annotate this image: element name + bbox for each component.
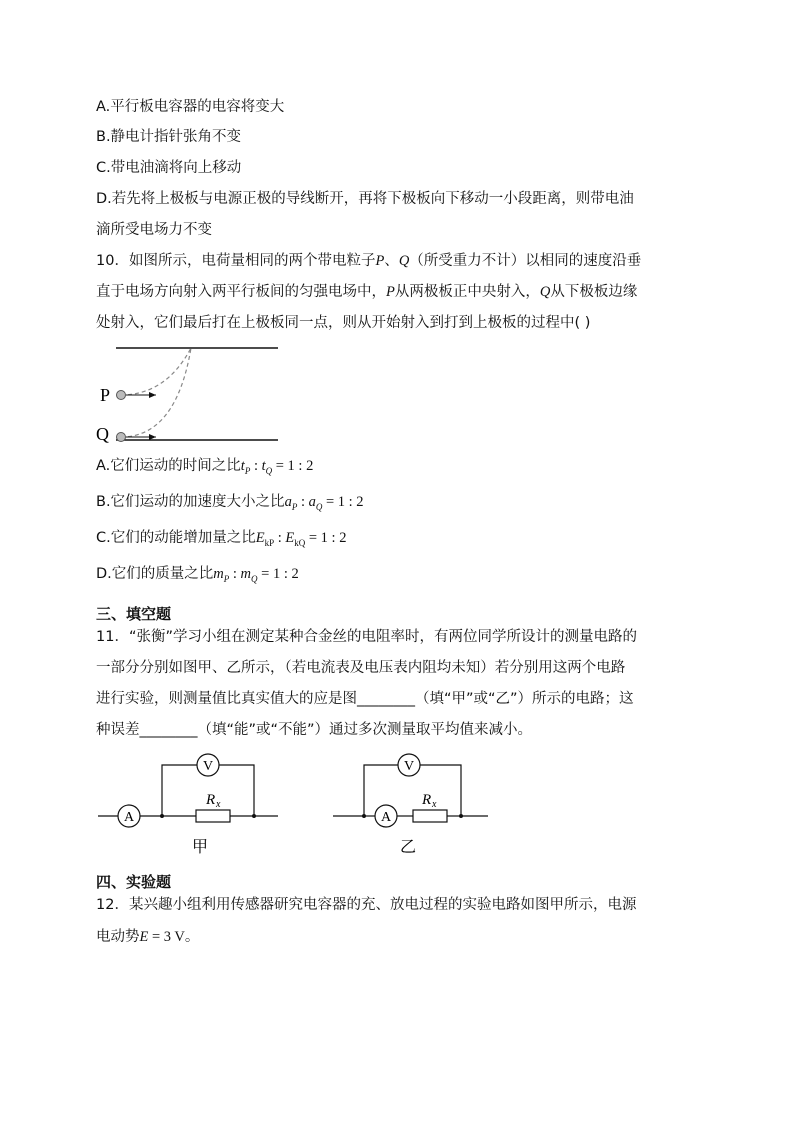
q11-figure	[96, 752, 496, 862]
q11-number: 11．	[96, 629, 129, 645]
q10-line1	[96, 251, 641, 271]
yi-resistor-sub: x	[432, 799, 437, 810]
q10-text-2a: 直于电场方向射入两平行板间的匀强电场中，	[96, 284, 386, 300]
q11-blank-1[interactable]: ________	[357, 691, 415, 707]
q10-option-c	[96, 528, 346, 549]
a-colon: :	[250, 458, 262, 474]
c-sub2: kQ	[294, 538, 306, 548]
q10-figure	[96, 340, 286, 448]
b-colon: :	[297, 494, 309, 510]
option-c-prev: C.带电油滴将向上移动	[96, 160, 242, 176]
q12-number: 12．	[96, 897, 129, 913]
q12-text-2a: 电动势	[96, 929, 140, 945]
c-sub1: kP	[264, 538, 275, 548]
section-heading-experiment: 四、实验题	[96, 873, 172, 891]
c-var2: E	[285, 530, 295, 546]
trajectory-q	[121, 348, 191, 437]
c-var1: E	[255, 530, 265, 546]
section-heading-fill-blank: 三、填空题	[96, 605, 172, 623]
d-sub2: Q	[251, 574, 258, 584]
caption-jia: 甲	[191, 839, 209, 856]
q11-line2: 一部分分别如图甲、乙所示，（若电流表及电压表内阻均未知）若分别用这两个电路	[96, 660, 626, 676]
arrowhead-q	[149, 434, 156, 440]
c-colon: :	[274, 530, 286, 546]
yi-voltmeter-label: V	[403, 759, 415, 774]
d-ratio: = 1 : 2	[257, 566, 299, 582]
label-p: P	[100, 385, 111, 405]
q10-text-1a: 如图所示，电荷量相同的两个带电粒子	[128, 253, 376, 269]
caption-yi: 乙	[399, 839, 417, 856]
q10-option-a	[96, 456, 313, 477]
a-var1: t	[240, 458, 245, 474]
yi-resistor	[413, 810, 447, 822]
q10-line2	[96, 282, 637, 302]
yi-ammeter-label: A	[380, 810, 392, 825]
jia-ammeter-label: A	[123, 810, 135, 825]
q10-q2: Q	[539, 284, 551, 300]
circuit-jia	[98, 754, 278, 856]
b-sub2: Q	[315, 502, 323, 512]
particle-p	[117, 391, 126, 400]
option-d-prev-cont: 滴所受电场力不变	[96, 222, 212, 238]
q10-p2: P	[386, 284, 395, 300]
q10-option-d	[96, 564, 299, 585]
q11-blank-2[interactable]: ________	[139, 722, 198, 738]
q11-text-1: “张衡”学习小组在测定某种合金丝的电阻率时，有两位同学所设计的测量电路的	[128, 629, 637, 645]
q12-text-1: 某兴趣小组利用传感器研究电容器的充、放电过程的实验电路如图甲所示，电源	[128, 897, 637, 913]
jia-resistor-label: R	[206, 792, 216, 808]
d-colon: :	[229, 566, 241, 582]
a-var2: t	[261, 458, 266, 474]
a-sub1: P	[244, 466, 251, 476]
d-var2: m	[240, 566, 252, 582]
q11-text-3a: 进行实验，则测量值比真实值大的应是图	[96, 691, 357, 707]
yi-resistor-label: R	[422, 792, 432, 808]
arrowhead-p	[149, 392, 156, 398]
q12-emf-value: = 3 V	[148, 929, 185, 945]
q11-text-4b: （填“能”或“不能”）通过多次测量取平均值来减小。	[197, 722, 533, 738]
q10-number: 10．	[96, 253, 129, 269]
q10-q: Q	[398, 253, 410, 269]
b-ratio: = 1 : 2	[322, 494, 364, 510]
q10-text-2c: 从下极板边缘	[550, 284, 638, 300]
jia-resistor	[196, 810, 230, 822]
q10-text-1b: （所受重力不计）以相同的速度沿垂	[409, 253, 642, 269]
q10-option-c-text: C.它们的动能增加量之比	[96, 530, 256, 546]
b-var1: a	[284, 494, 292, 510]
q10-sep: 、	[384, 253, 399, 269]
q12-line2	[96, 927, 199, 947]
b-var2: a	[308, 494, 316, 510]
q10-p: P	[375, 253, 385, 269]
particle-q	[117, 433, 126, 442]
trajectory-p	[121, 348, 191, 395]
q10-option-d-text: D.它们的质量之比	[96, 566, 214, 582]
jia-voltmeter-branch-r	[219, 765, 254, 816]
q10-option-b	[96, 492, 364, 513]
d-var1: m	[213, 566, 224, 582]
q10-option-b-text: B.它们运动的加速度大小之比	[96, 494, 285, 510]
q12-text-2c: 。	[184, 929, 200, 945]
jia-voltmeter-branch	[162, 765, 197, 816]
b-sub1: P	[291, 502, 298, 512]
option-d-prev: D.若先将上极板与电源正极的导线断开，再将下极板向下移动一小段距离，则带电油	[96, 191, 634, 207]
q11-line1	[96, 627, 637, 647]
a-sub2: Q	[265, 466, 273, 476]
label-q: Q	[96, 424, 109, 444]
q12-line1	[96, 895, 636, 915]
q11-text-3b: （填“甲”或“乙”）所示的电路；这	[415, 691, 634, 707]
q10-text-2b: 从两极板正中央射入，	[394, 284, 540, 300]
q12-emf-symbol: E	[139, 929, 149, 945]
q11-text-4a: 种误差	[96, 722, 140, 738]
option-a-prev: A.平行板电容器的电容将变大	[96, 99, 285, 115]
q10-option-a-text: A.它们运动的时间之比	[96, 458, 241, 474]
q10-line3: 处射入，它们最后打在上极板同一点，则从开始射入到打到上极板的过程中( )	[96, 315, 591, 331]
q11-line3	[96, 689, 634, 709]
yi-voltmeter-branch-r	[420, 765, 461, 816]
c-ratio: = 1 : 2	[305, 530, 347, 546]
jia-resistor-sub: x	[216, 799, 221, 810]
jia-voltmeter-label: V	[202, 759, 214, 774]
a-ratio: = 1 : 2	[272, 458, 314, 474]
option-b-prev: B.静电计指针张角不变	[96, 129, 242, 145]
circuit-yi	[333, 754, 488, 856]
q11-line4	[96, 720, 532, 740]
d-sub1: P	[223, 574, 230, 584]
